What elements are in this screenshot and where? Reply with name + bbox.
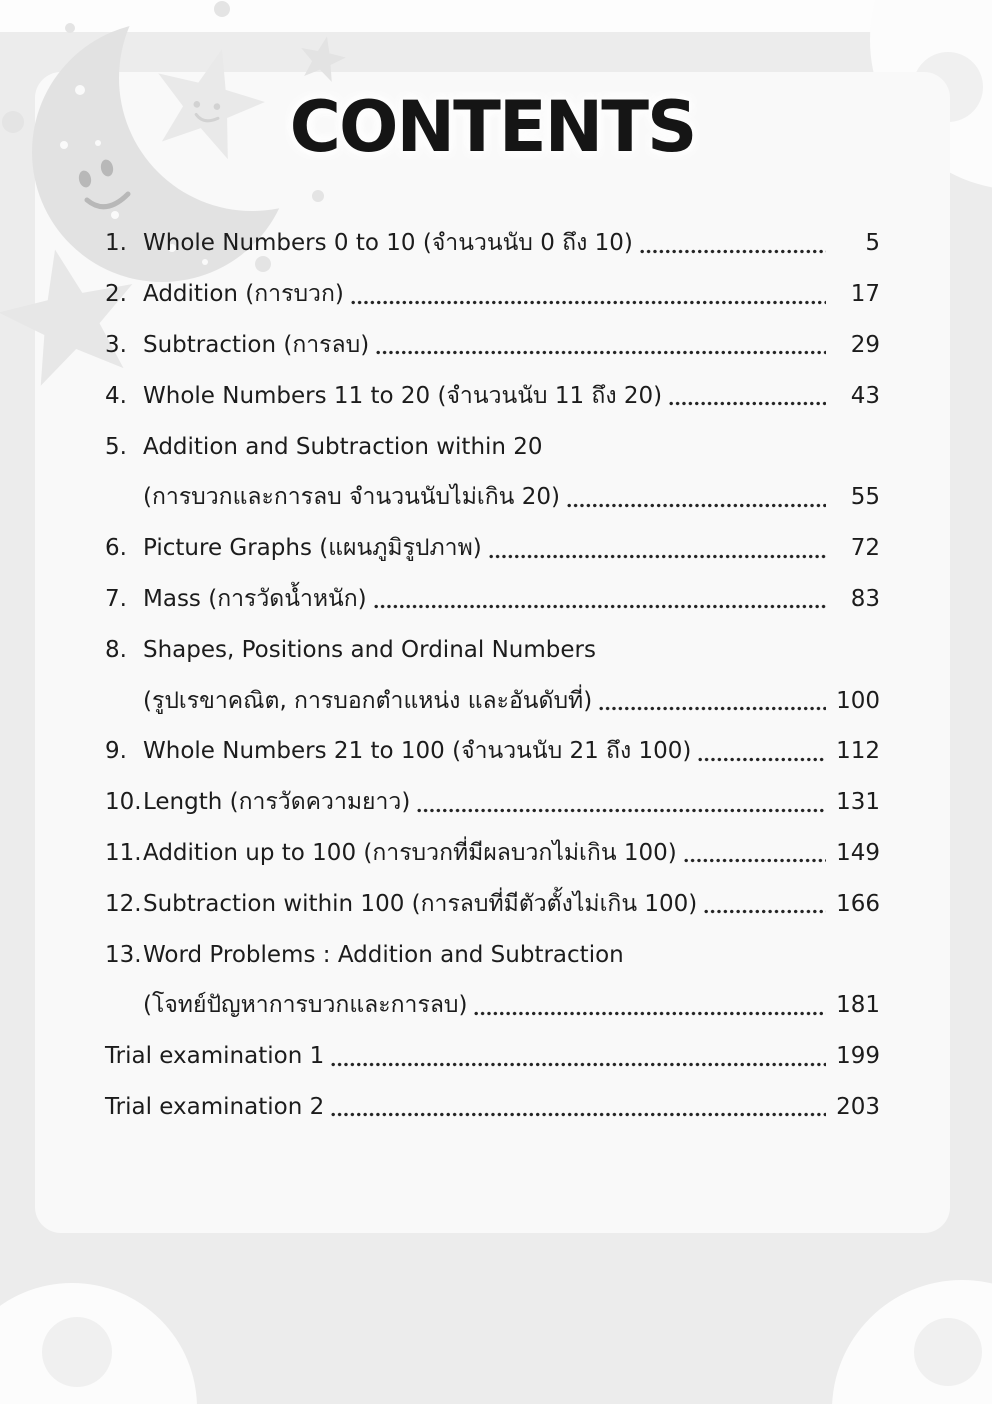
toc-row [105, 828, 880, 879]
toc-row-continuation [105, 980, 880, 1031]
toc-list [35, 218, 950, 1132]
contents-content [35, 72, 950, 1132]
dot-leader [416, 808, 826, 813]
toc-row [105, 269, 880, 320]
toc-row-title: (รูปเรขาคณิต, การบอกตำแหน่ง และอันดับที่) [143, 687, 593, 714]
toc-row-number: 1. [105, 230, 127, 257]
toc-row-page: 166 [836, 890, 880, 917]
toc-row [105, 777, 880, 828]
toc-row-title: Trial examination 2 [105, 1093, 325, 1120]
toc-row-title: Word Problems : Addition and Subtraction [143, 941, 624, 968]
dot-leader [566, 503, 826, 508]
toc-row-page: 72 [850, 535, 880, 562]
toc-row-title: Length (การวัดความยาว) [143, 789, 411, 816]
corner-dot-bottom-right [914, 1318, 982, 1386]
toc-row-heading [105, 929, 880, 980]
toc-row-page: 131 [836, 789, 880, 816]
toc-row-number: 12. [105, 890, 142, 917]
toc-row-title: Whole Numbers 11 to 20 (จำนวนนับ 11 ถึง 20) [143, 382, 663, 409]
toc-row-page: 55 [850, 484, 880, 511]
toc-row-page: 83 [850, 585, 880, 612]
toc-row-page: 181 [836, 992, 880, 1019]
toc-row-number: 3. [105, 331, 127, 358]
dot-leader [683, 858, 826, 863]
toc-row [105, 574, 880, 625]
toc-row-title: Whole Numbers 21 to 100 (จำนวนนับ 21 ถึง 100) [143, 738, 692, 765]
toc-row-heading [105, 421, 880, 472]
toc-row-title: Trial examination 1 [105, 1043, 325, 1070]
toc-row-title: Picture Graphs (แผนภูมิรูปภาพ) [143, 535, 482, 562]
toc-row-trial-exam [105, 1031, 880, 1082]
dot-leader [488, 554, 826, 559]
dot-leader [473, 1011, 826, 1016]
toc-row-page: 149 [836, 839, 880, 866]
toc-row-number: 4. [105, 382, 127, 409]
dot-leader [639, 249, 826, 254]
page-title: CONTENTS [289, 86, 696, 168]
toc-row-heading [105, 624, 880, 675]
toc-row-trial-exam [105, 1082, 880, 1133]
toc-row-number: 6. [105, 535, 127, 562]
dot-leader [703, 909, 826, 914]
toc-row-page: 100 [836, 687, 880, 714]
toc-row-title: Subtraction within 100 (การลบที่มีตัวตั้งไม่เกิน 100) [143, 890, 698, 917]
dot-leader [697, 757, 826, 762]
toc-row-page: 112 [836, 738, 880, 765]
toc-row [105, 523, 880, 574]
toc-row-page: 17 [850, 281, 880, 308]
toc-row-title: Addition up to 100 (การบวกที่มีผลบวกไม่เกิน 100) [143, 839, 677, 866]
toc-row-page: 43 [850, 382, 880, 409]
toc-row-title: (การบวกและการลบ จำนวนนับไม่เกิน 20) [143, 484, 560, 511]
toc-row-title: Addition and Subtraction within 20 [143, 433, 543, 460]
dot-leader [373, 604, 826, 609]
dot-leader [350, 300, 826, 305]
dot-leader [330, 1062, 826, 1067]
toc-row [105, 218, 880, 269]
toc-row-title: Subtraction (การลบ) [143, 331, 370, 358]
toc-row-number: 9. [105, 738, 127, 765]
toc-row-number: 8. [105, 636, 127, 663]
toc-row-page: 199 [836, 1043, 880, 1070]
dot-leader [598, 706, 826, 711]
toc-row-page: 29 [850, 331, 880, 358]
dot-leader [330, 1112, 826, 1117]
toc-row-title: Whole Numbers 0 to 10 (จำนวนนับ 0 ถึง 10) [143, 230, 633, 257]
toc-row-page: 203 [836, 1093, 880, 1120]
toc-row-continuation [105, 472, 880, 523]
toc-row-number: 5. [105, 433, 127, 460]
dot-leader [375, 350, 826, 355]
dot-leader [668, 401, 826, 406]
toc-row-page: 5 [865, 230, 880, 257]
toc-row-number: 11. [105, 839, 142, 866]
toc-row [105, 320, 880, 371]
toc-row-title: Addition (การบวก) [143, 281, 344, 308]
toc-row-number: 10. [105, 789, 142, 816]
toc-row-title: Shapes, Positions and Ordinal Numbers [143, 636, 596, 663]
corner-dot-bottom-left [42, 1317, 112, 1387]
toc-row [105, 370, 880, 421]
toc-row-title: (โจทย์ปัญหาการบวกและการลบ) [143, 992, 468, 1019]
toc-row-number: 13. [105, 941, 142, 968]
toc-row [105, 878, 880, 929]
toc-row-number: 7. [105, 585, 127, 612]
toc-row-title: Mass (การวัดน้ำหนัก) [143, 585, 367, 612]
toc-row-number: 2. [105, 281, 127, 308]
toc-row-continuation [105, 675, 880, 726]
toc-row [105, 726, 880, 777]
